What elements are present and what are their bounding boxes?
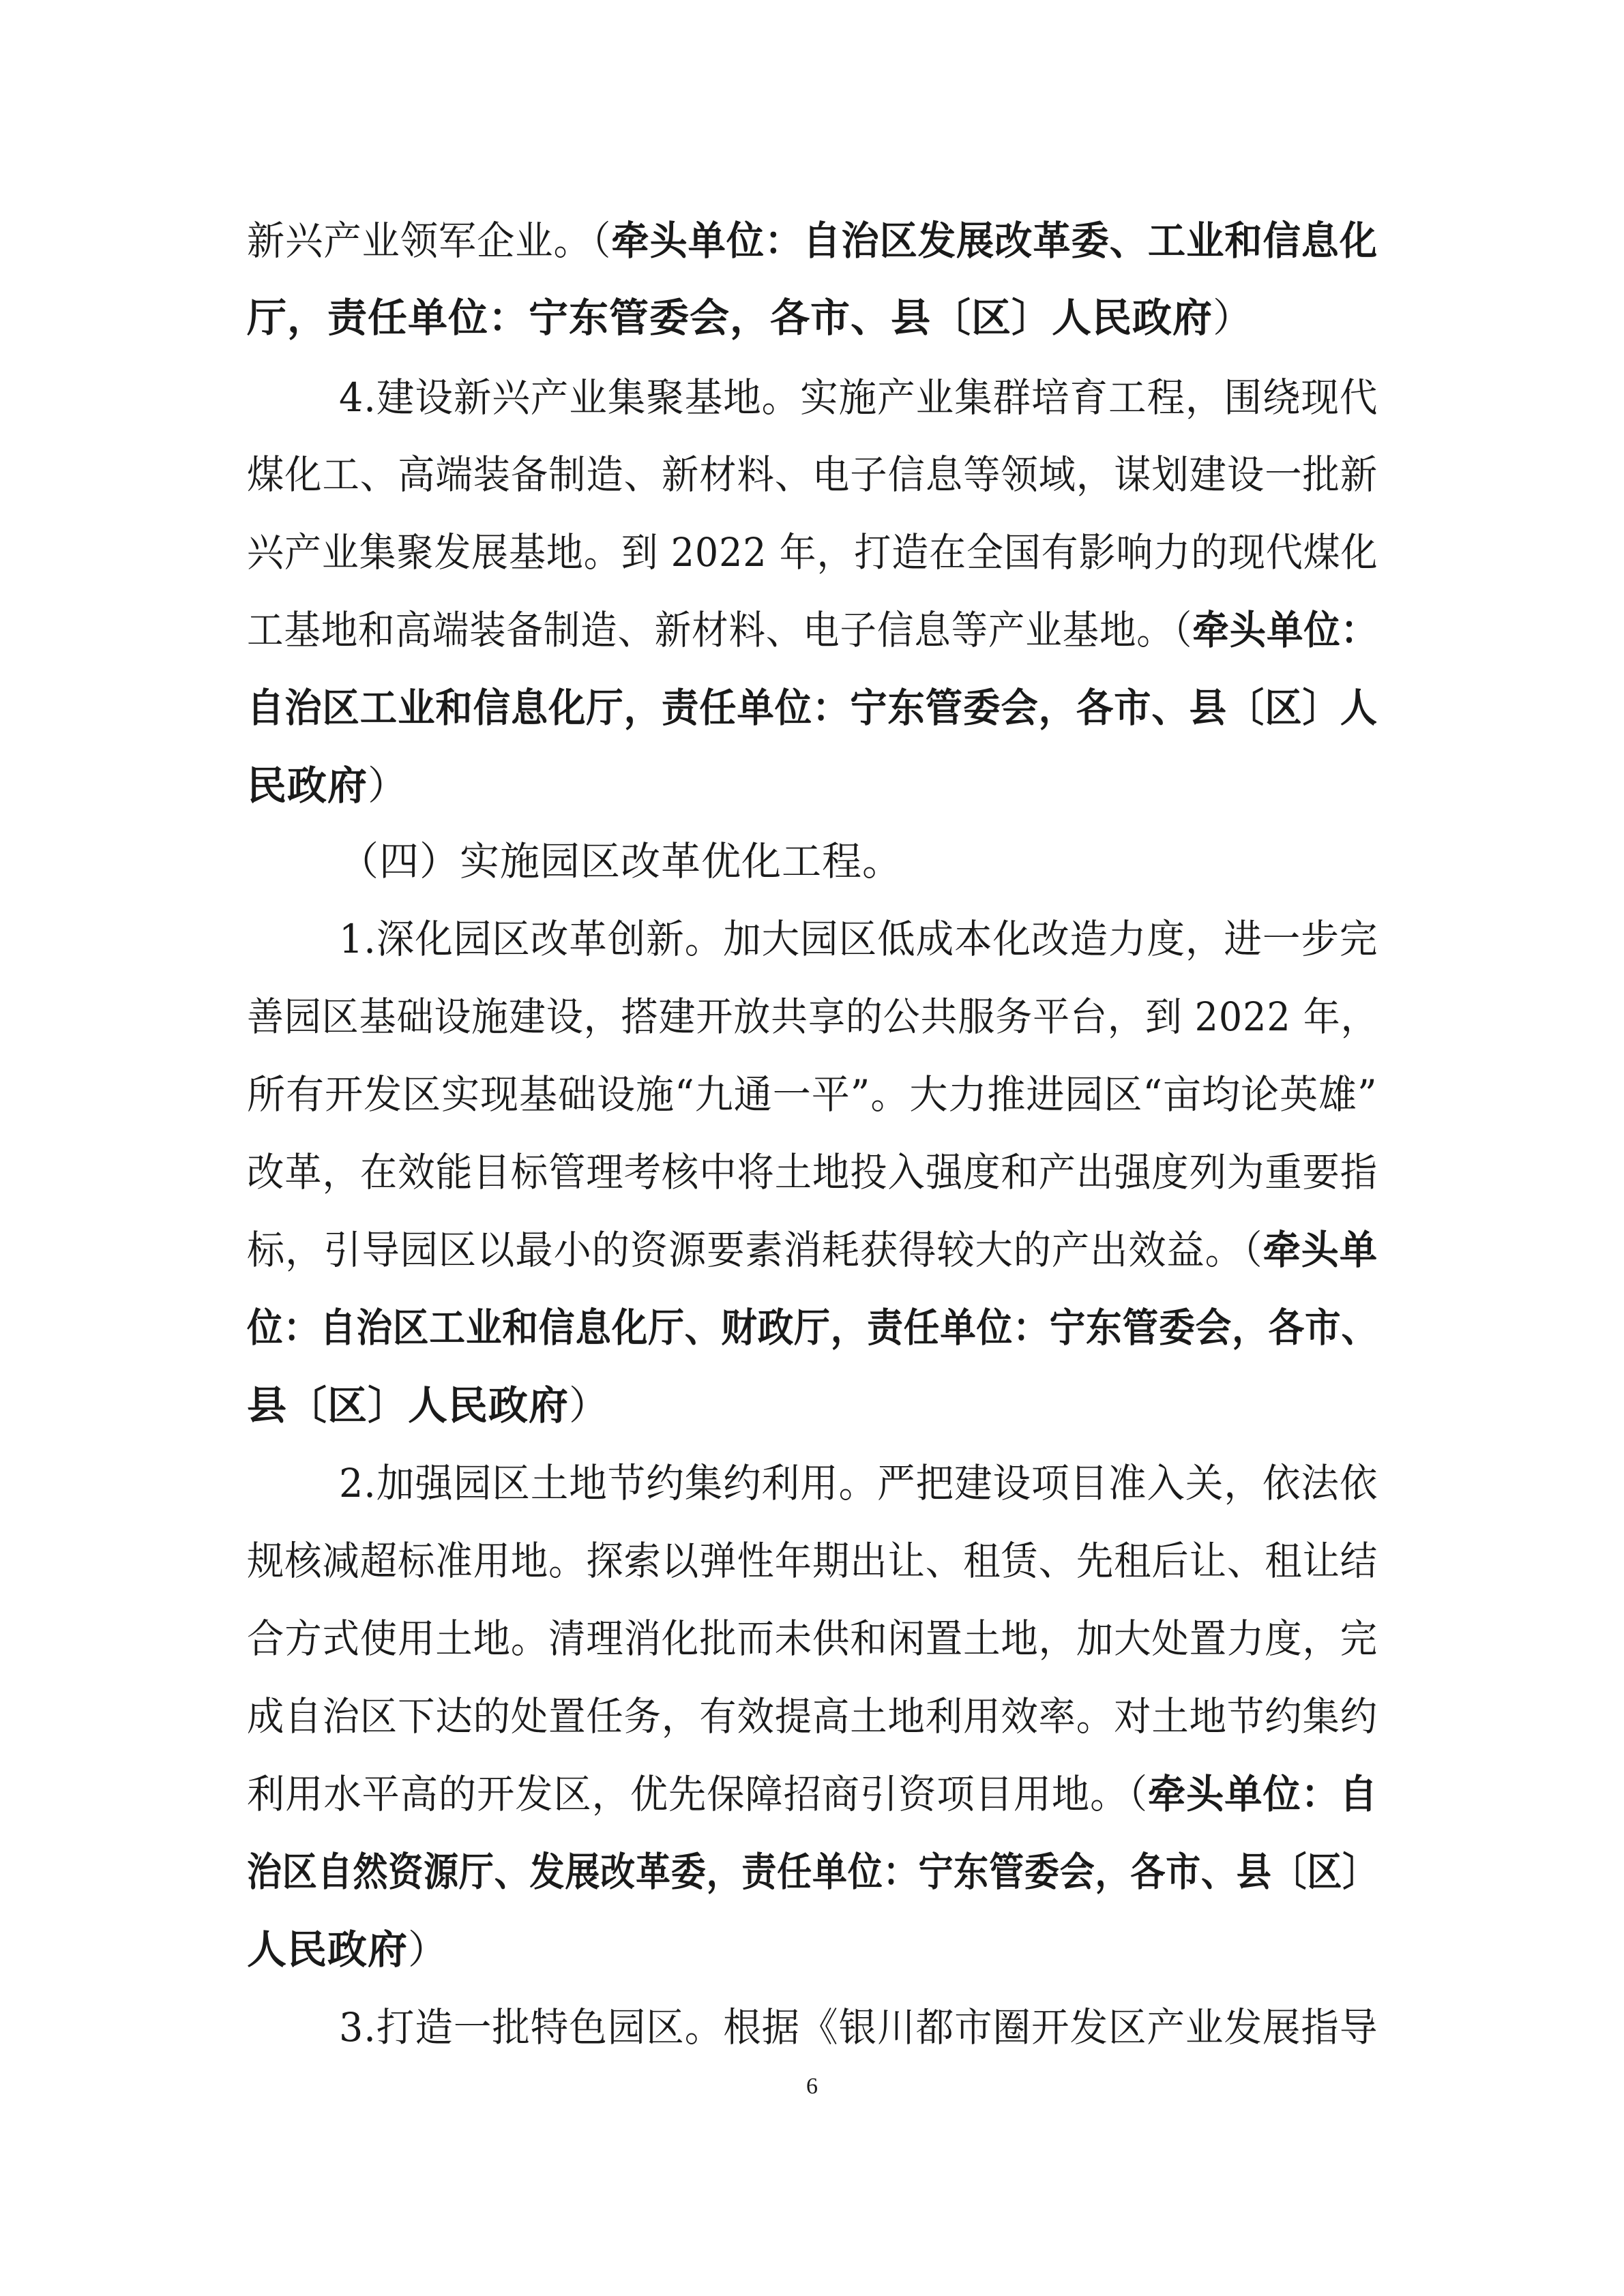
text-line: 煤化工、高端装备制造、新材料、电子信息等领域，谋划建设一批新 (247, 451, 1378, 498)
text-line: 工基地和高端装备制造、新材料、电子信息等产业基地。（牵头单位： (247, 607, 1378, 653)
text-line: 利用水平高的开发区，优先保障招商引资项目用地。（牵头单位：自 (247, 1771, 1378, 1817)
text-line: 民政府） (247, 762, 409, 809)
text-line: 县〔区〕人民政府） (247, 1382, 610, 1429)
text-line: 1.深化园区改革创新。加大园区低成本化改造力度，进一步完 (339, 916, 1378, 962)
section-heading: （四）实施园区改革优化工程。 (339, 838, 903, 884)
text-line: 厅，责任单位：宁东管委会，各市、县〔区〕人民政府） (247, 295, 1254, 341)
text-line: 改革，在效能目标管理考核中将土地投入强度和产出强度列为重要指 (247, 1149, 1378, 1195)
text-line: 规核减超标准用地。探索以弹性年期出让、租赁、先租后让、租让结 (247, 1538, 1378, 1584)
text-line: 2.加强园区土地节约集约利用。严把建设项目准入关，依法依 (339, 1460, 1378, 1506)
text-line: 人民政府） (247, 1926, 449, 1973)
text-line: 合方式使用土地。清理消化批而未供和闲置土地，加大处置力度，完 (247, 1615, 1378, 1662)
text-line: 标，引导园区以最小的资源要素消耗获得较大的产出效益。（牵头单 (247, 1227, 1378, 1273)
text-line: 善园区基础设施建设，搭建开放共享的公共服务平台，到 2022 年， (247, 994, 1378, 1040)
text-line: 位：自治区工业和信息化厅、财政厅，责任单位：宁东管委会，各市、 (247, 1304, 1378, 1351)
text-line: 治区自然资源厅、发展改革委，责任单位：宁东管委会，各市、县〔区〕 (247, 1849, 1378, 1895)
text-line: 新兴产业领军企业。（牵头单位：自治区发展改革委、工业和信息化 (247, 218, 1378, 264)
page-number: 6 (806, 2074, 818, 2099)
text-line: 所有开发区实现基础设施“九通一平”。大力推进园区“亩均论英雄” (247, 1071, 1378, 1118)
text-line: 4.建设新兴产业集聚基地。实施产业集群培育工程，围绕现代 (339, 374, 1378, 421)
text-line: 3.打造一批特色园区。根据《银川都市圈开发区产业发展指导 (339, 2004, 1378, 2051)
text-line: 成自治区下达的处置任务，有效提高土地利用效率。对土地节约集约 (247, 1693, 1378, 1740)
text-line: 自治区工业和信息化厅，责任单位：宁东管委会，各市、县〔区〕人 (247, 685, 1378, 731)
text-line: 兴产业集聚发展基地。到 2022 年，打造在全国有影响力的现代煤化 (247, 529, 1378, 576)
